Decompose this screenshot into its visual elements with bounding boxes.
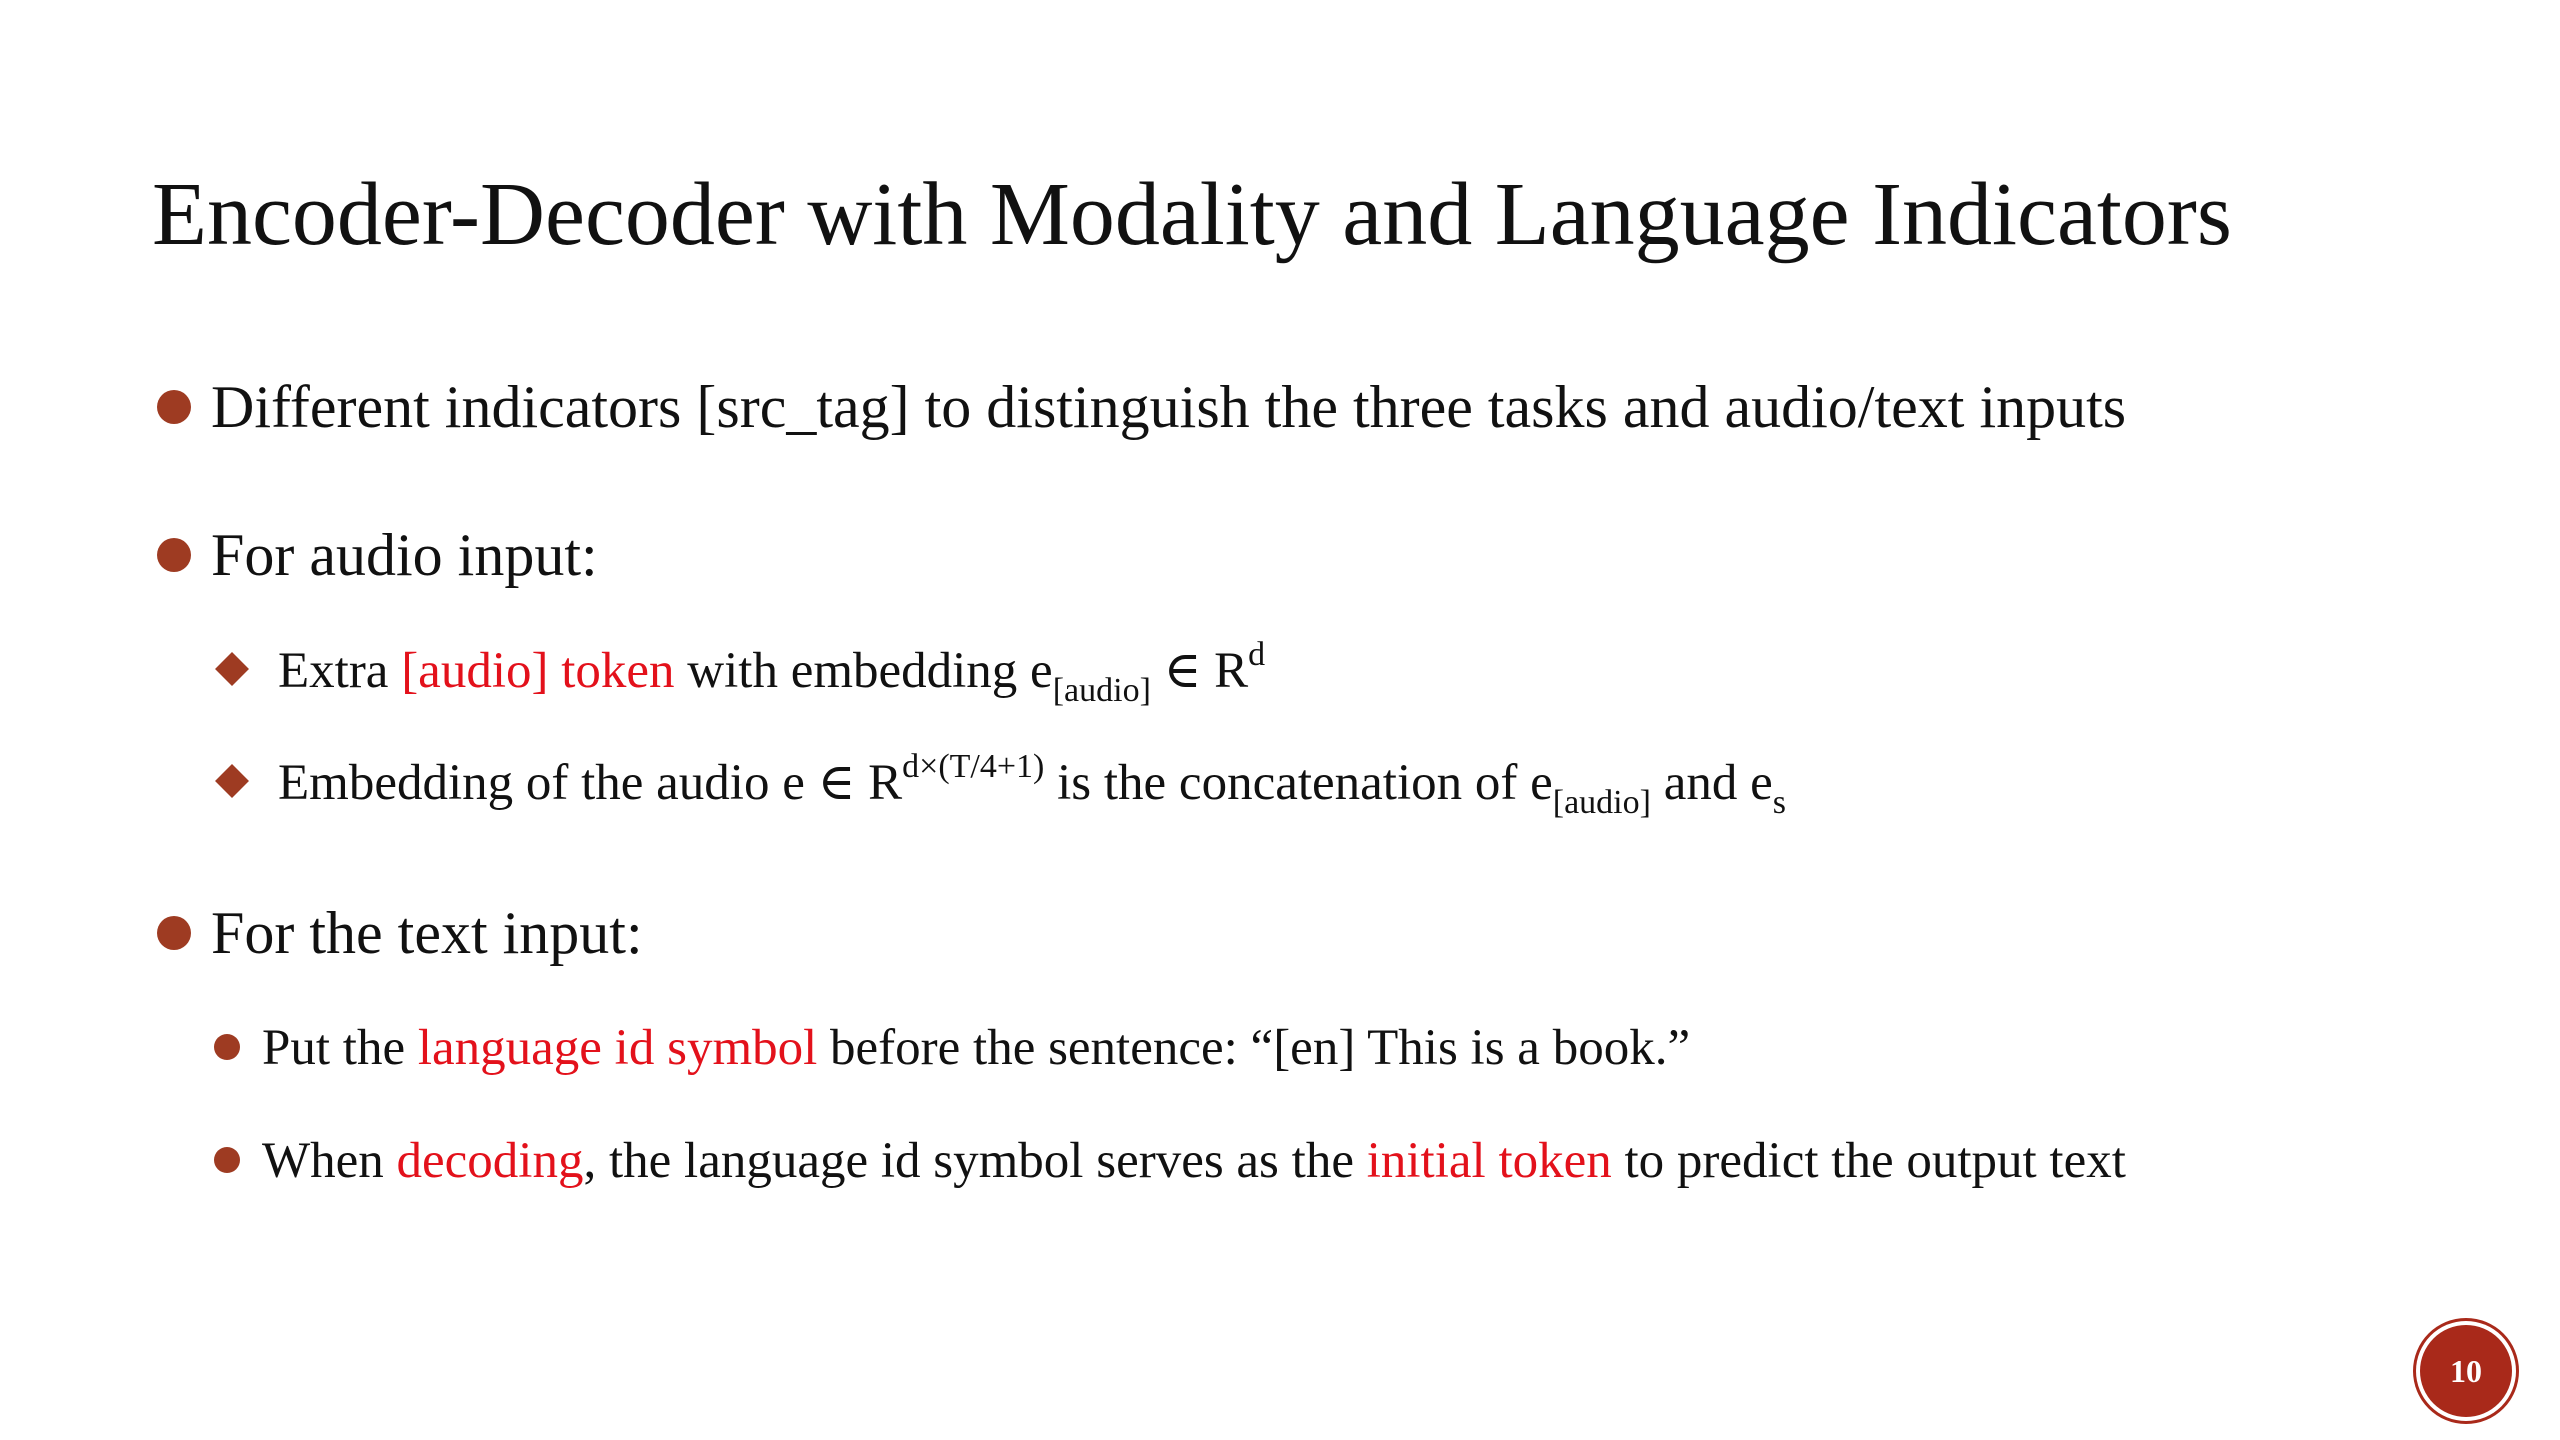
highlight-initial-token: initial token <box>1366 1133 1612 1189</box>
subbullet-audio-embedding <box>214 748 1786 821</box>
slide-title: Encoder-Decoder with Modality and Language Indicators <box>152 165 2232 264</box>
highlight-decoding: decoding <box>396 1133 584 1189</box>
diamond-bullet-icon <box>215 652 249 686</box>
bullet-text: For audio input: <box>211 522 598 588</box>
subscript: [audio] <box>1552 784 1651 821</box>
text-segment: Embedding of the audio e ∈ R <box>278 755 903 811</box>
page-number-badge <box>2420 1325 2512 1417</box>
subbullet-language-id <box>214 1017 1690 1079</box>
text-segment: is the concatenation of e <box>1044 755 1553 811</box>
text-segment: and e <box>1650 755 1773 811</box>
subscript: [audio] <box>1052 672 1151 709</box>
subscript: s <box>1772 784 1786 821</box>
bullet-dot-icon <box>157 538 191 572</box>
bullet-text: Different indicators [src_tag] to distinguish the three tasks and audio/text inputs <box>211 374 2127 440</box>
bullet-audio-input <box>157 520 598 590</box>
text-segment: ∈ R <box>1150 643 1249 699</box>
subbullet-decoding <box>214 1130 2126 1192</box>
highlight-audio-token: [audio] token <box>401 643 675 699</box>
text-segment: to predict the output text <box>1611 1133 2126 1189</box>
text-segment: with embedding e <box>674 643 1053 699</box>
bullet-dot-icon <box>157 916 191 950</box>
text-segment: before the sentence: “[en] This is a book.” <box>817 1020 1691 1076</box>
text-segment: Extra <box>278 643 402 699</box>
diamond-bullet-icon <box>215 764 249 798</box>
superscript: d×(T/4+1) <box>902 748 1045 785</box>
text-segment: Put the <box>262 1020 418 1076</box>
text-segment: , the language id symbol serves as the <box>583 1133 1367 1189</box>
bullet-dot-icon <box>157 390 191 424</box>
bullet-src-tag <box>157 372 2126 442</box>
highlight-language-id-symbol: language id symbol <box>417 1020 818 1076</box>
bullet-text-input <box>157 898 643 968</box>
page-number: 10 <box>2450 1352 2482 1389</box>
bullet-text: For the text input: <box>211 900 643 966</box>
subbullet-audio-token <box>214 636 1266 709</box>
superscript: d <box>1248 636 1266 673</box>
text-segment: When <box>262 1133 397 1189</box>
bullet-dot-icon <box>214 1034 240 1060</box>
bullet-dot-icon <box>214 1147 240 1173</box>
